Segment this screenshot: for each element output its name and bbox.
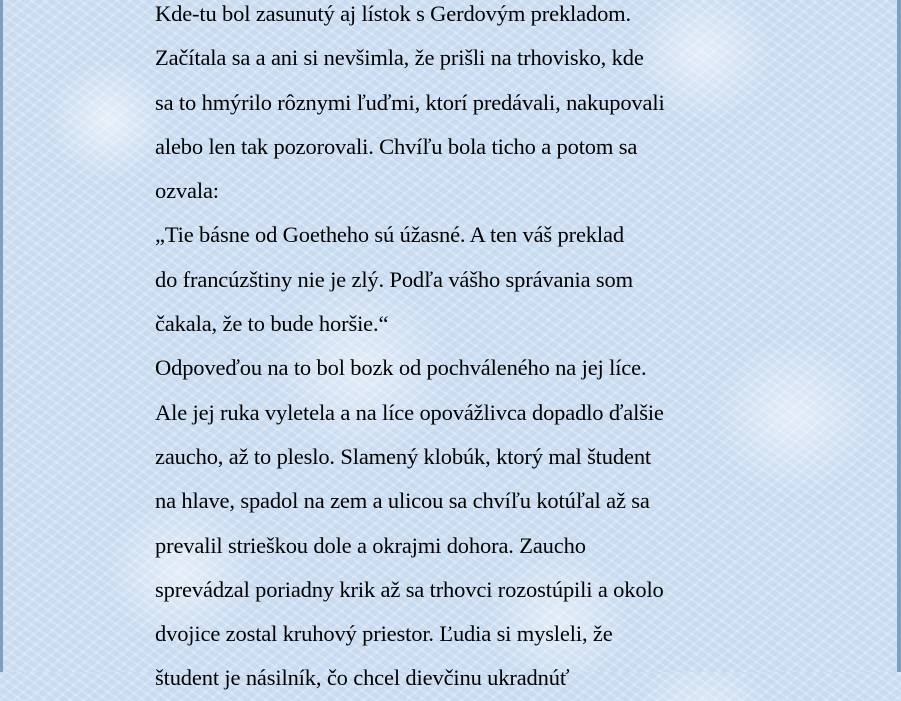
text-line: dvojice zostal kruhový priestor. Ľudia si mysleli, že bbox=[155, 621, 613, 647]
text-line: do francúzštiny nie je zlý. Podľa vášho správania som bbox=[155, 266, 633, 292]
page-border-left bbox=[0, 0, 3, 672]
text-line: Odpoveďou na to bol bozk od pochváleného na jej líce. bbox=[155, 355, 647, 381]
text-line: prevalil strieškou dole a okrajmi dohora. Zaucho bbox=[155, 532, 586, 558]
text-line: Kde-tu bol zasunutý aj lístok s Gerdovým prekladom. bbox=[155, 1, 632, 26]
text-line: ozvala: bbox=[155, 178, 219, 204]
text-line: Začítala sa a ani si nevšimla, že prišli na trhovisko, kde bbox=[155, 45, 644, 71]
text-line: čakala, že to bude horšie.“ bbox=[155, 311, 389, 337]
text-line: sa to hmýrilo rôznymi ľuďmi, ktorí predávali, nakupovali bbox=[155, 89, 665, 115]
text-line: „Tie básne od Goetheho sú úžasné. A ten váš preklad bbox=[155, 222, 624, 248]
text-line: na hlave, spadol na zem a ulicou sa chvíľu kotúľal až sa bbox=[155, 488, 650, 514]
text-line: zaucho, až to pleslo. Slamený klobúk, ktorý mal študent bbox=[155, 443, 652, 469]
page-border-right bbox=[897, 0, 901, 672]
text-body bbox=[155, 0, 795, 701]
text-line: študent je násilník, čo chcel dievčinu ukradnúť bbox=[155, 665, 570, 691]
text-line: Ale jej ruka vyletela a na líce opovážlivca dopadlo ďalšie bbox=[155, 399, 664, 425]
text-line: alebo len tak pozorovali. Chvíľu bola ticho a potom sa bbox=[155, 133, 638, 159]
text-line: sprevádzal poriadny krik až sa trhovci rozostúpili a okolo bbox=[155, 576, 664, 602]
